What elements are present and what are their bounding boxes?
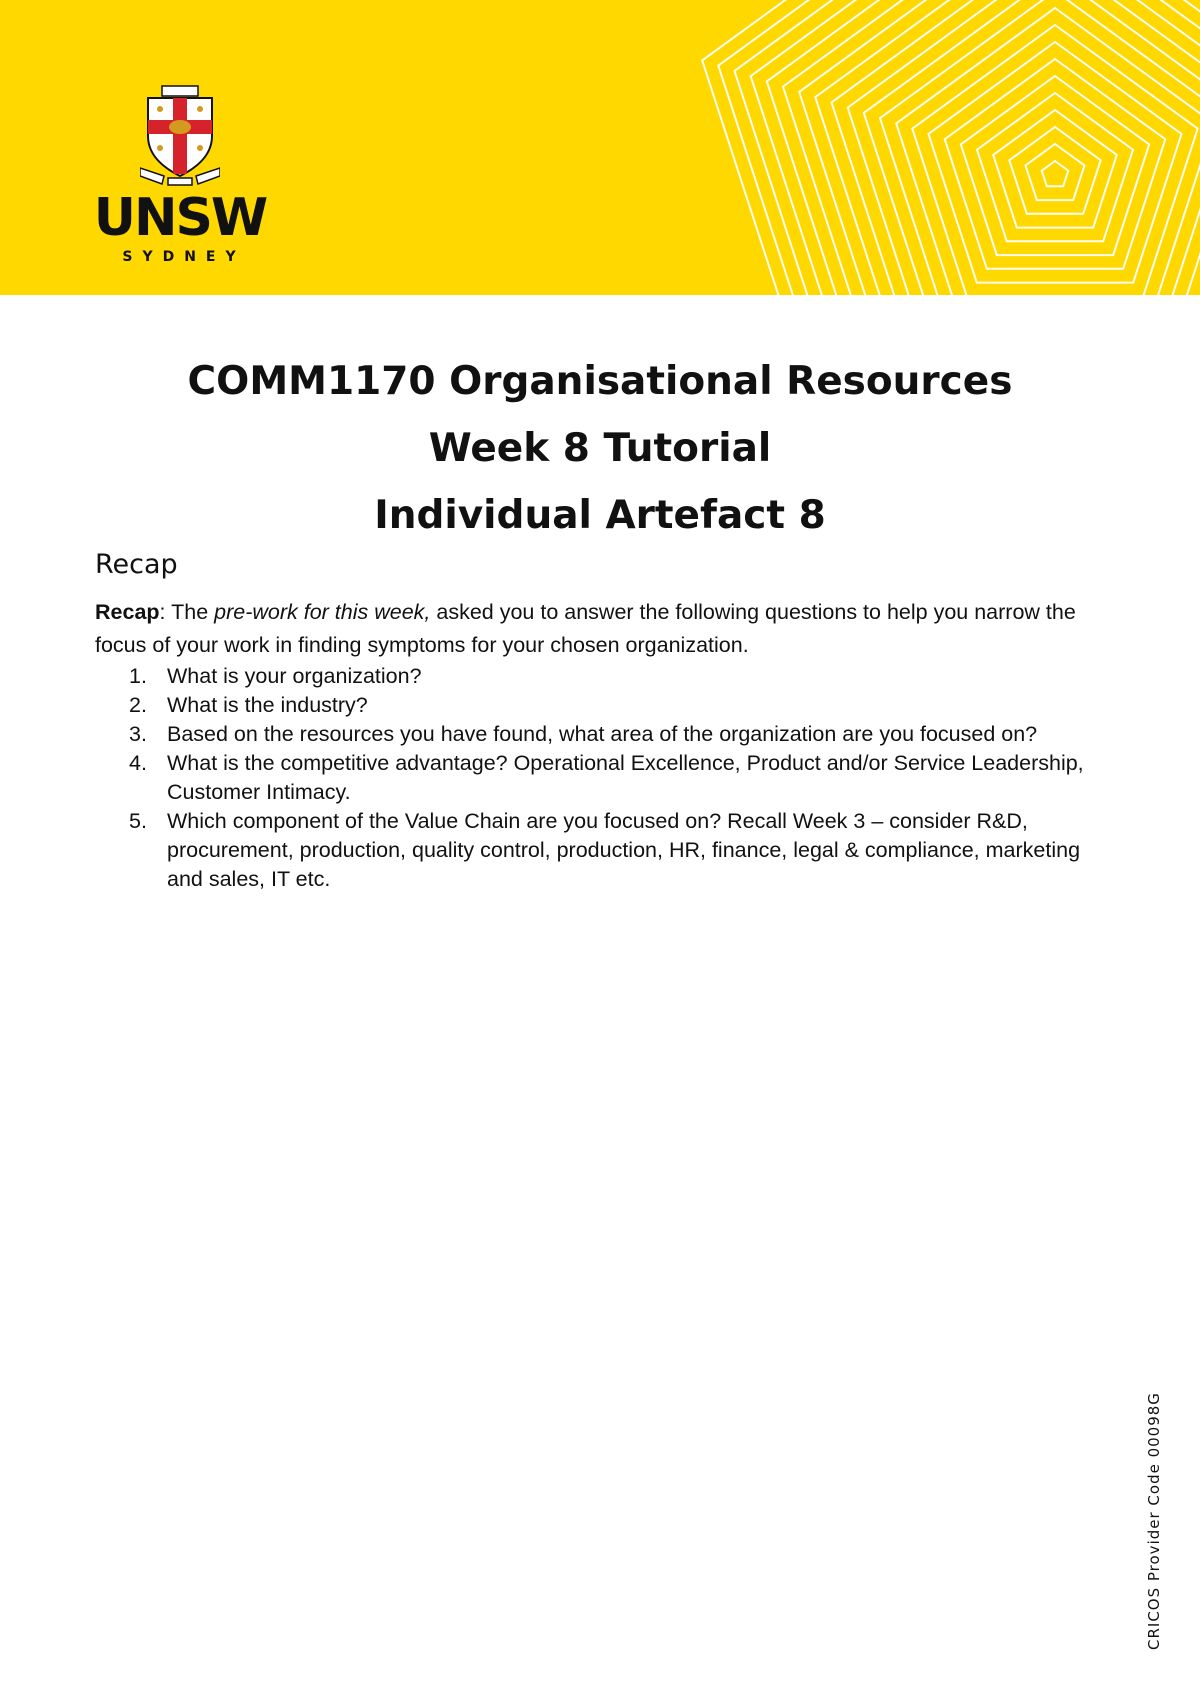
recap-intro <box>95 596 1115 662</box>
list-item-number: 5. <box>129 809 147 833</box>
pattern-ring <box>896 8 1200 295</box>
artefact-title: Individual Artefact 8 <box>374 493 826 538</box>
course-title: COMM1170 Organisational Resources <box>187 359 1013 404</box>
list-item <box>95 691 1115 720</box>
recap-body <box>95 596 1115 894</box>
unsw-crest <box>140 84 220 186</box>
list-item-number: 1. <box>129 664 147 688</box>
pattern-ring <box>864 0 1200 295</box>
header-banner <box>0 0 1200 295</box>
list-item-text: Which component of the Value Chain are you focused on? Recall Week 3 – consider R&D, procurement, production, quality control, production, HR, finance, legal & compliance, marketing and sales, IT etc. <box>167 809 1081 891</box>
question-list <box>95 662 1115 894</box>
list-item <box>95 749 1115 807</box>
tutorial-title: Week 8 Tutorial <box>428 426 772 471</box>
pattern-ring <box>799 0 1200 295</box>
list-item-number: 4. <box>129 751 147 775</box>
recap-intro-italic: pre-work for this week, <box>214 600 431 624</box>
list-item <box>95 720 1115 749</box>
list-item-text: What is your organization? <box>167 664 422 688</box>
unsw-subtitle: SYDNEY <box>122 249 246 265</box>
cricos-code: CRICOS Provider Code 00098G <box>1145 1392 1163 1650</box>
list-item-text: Based on the resources you have found, what area of the organization are you focused on? <box>167 722 1038 746</box>
list-item-number: 2. <box>129 693 147 717</box>
list-item-text: What is the competitive advantage? Operational Excellence, Product and/or Service Leadership, Customer Intimacy. <box>167 751 1084 804</box>
list-item <box>95 807 1115 894</box>
pattern-ring <box>815 0 1200 295</box>
unsw-logo <box>90 84 270 269</box>
recap-intro-part2: asked you to answer the following questions to help you narrow the focus of your work in finding symptoms for your chosen organization. <box>95 600 1076 657</box>
recap-intro-lead: Recap <box>95 600 160 624</box>
list-item-text: What is the industry? <box>167 693 368 717</box>
recap-intro-part1: : The <box>159 600 215 624</box>
recap-heading: Recap <box>95 549 178 580</box>
list-item <box>95 662 1115 691</box>
pattern-ring <box>945 59 1166 269</box>
document-title-block <box>0 348 1200 549</box>
pattern-ring <box>1026 144 1085 200</box>
pattern-ring <box>1042 161 1069 186</box>
unsw-wordmark: UNSW <box>93 188 267 248</box>
list-item-number: 3. <box>129 722 147 746</box>
